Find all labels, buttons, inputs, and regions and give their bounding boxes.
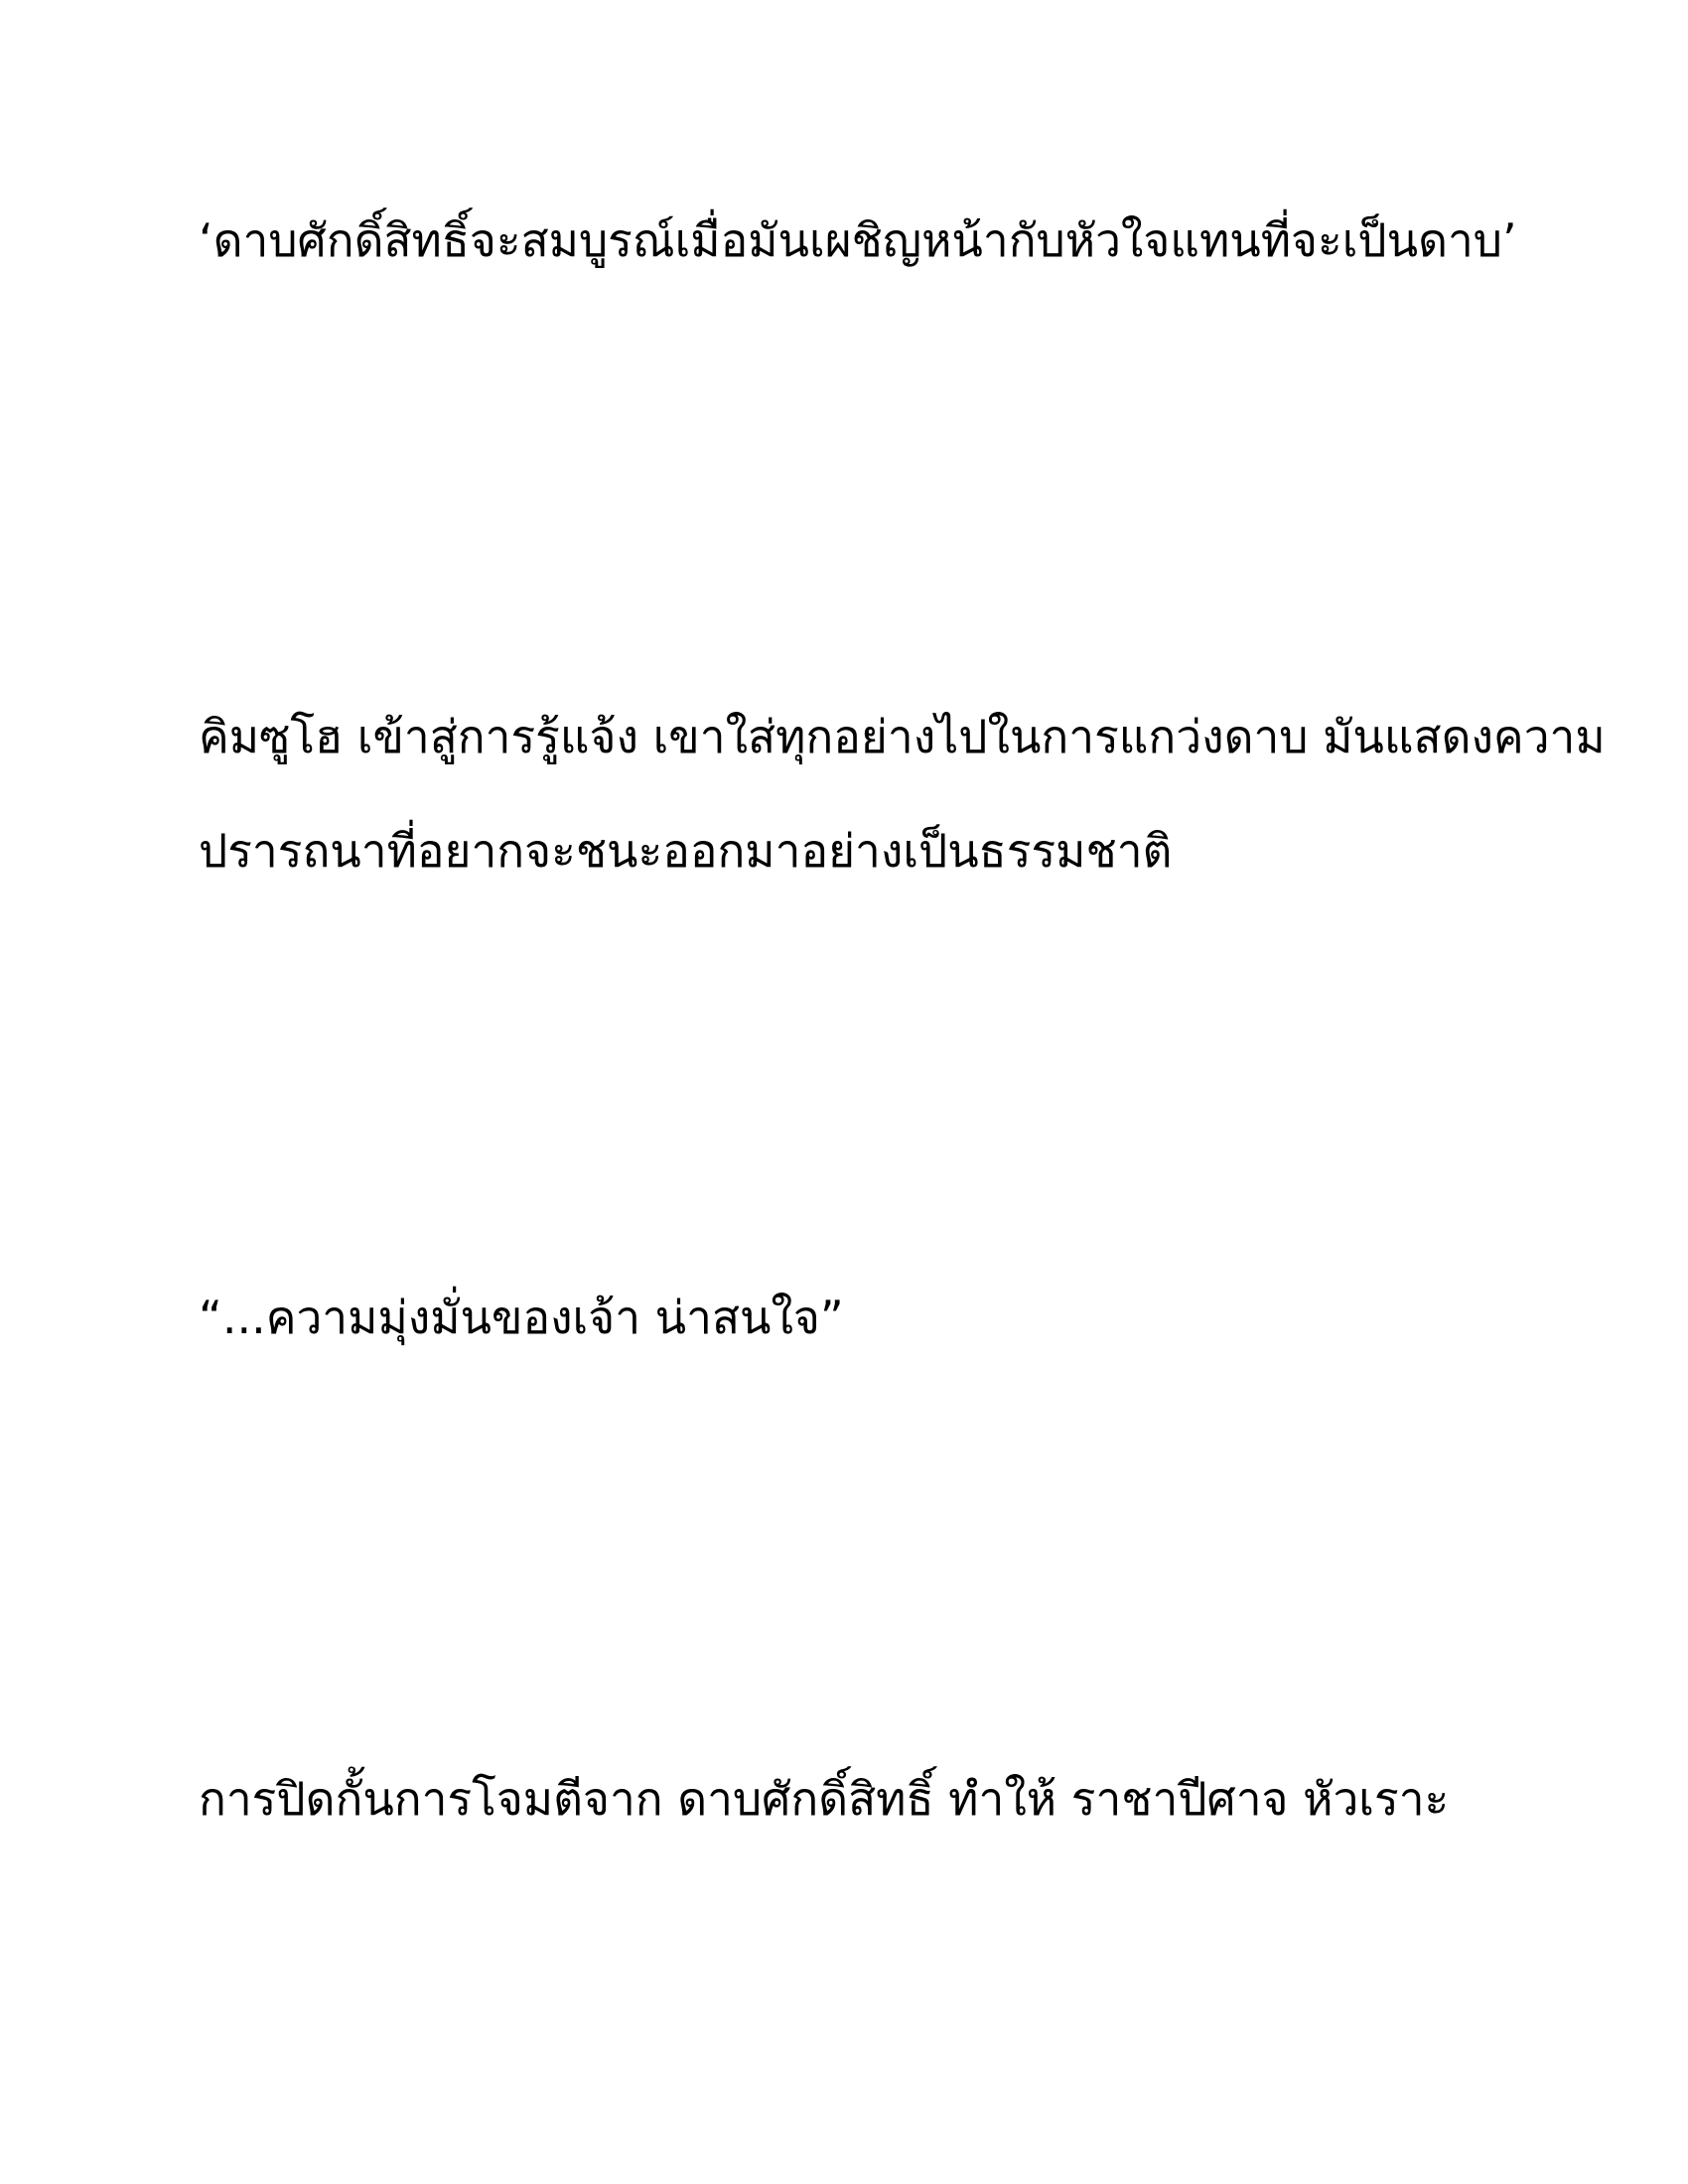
text-line: การปิดกั้นการโจมตีจาก ดาบศักดิ์สิทธิ์ ทำให้ ราชาปีศาจ หัวเราะ (199, 1772, 1450, 1826)
paragraph-dialogue (199, 1261, 1509, 1375)
text-line: ‘ดาบศักดิ์สิทธิ์จะสมบูรณ์เมื่อมันเผชิญหน้ากับหัวใจแทนที่จะเป็นดาบ’ (199, 213, 1517, 267)
paragraph-demon-king-laughs (199, 1742, 1509, 1856)
paragraph-enlightenment (199, 680, 1606, 908)
paragraph-holy-sword-quote (199, 184, 1517, 298)
text-line: คิมซูโฮ เข้าสู่การรู้แจ้ง เขาใส่ทุกอย่างไปในการแกว่งดาบ มันแสดงความ (199, 710, 1606, 763)
text-line: ปรารถนาที่อยากจะชนะออกมาอย่างเป็นธรรมชาติ (199, 824, 1173, 878)
text-line: “...ความมุ่งมั่นของเจ้า น่าสนใจ” (199, 1291, 844, 1344)
